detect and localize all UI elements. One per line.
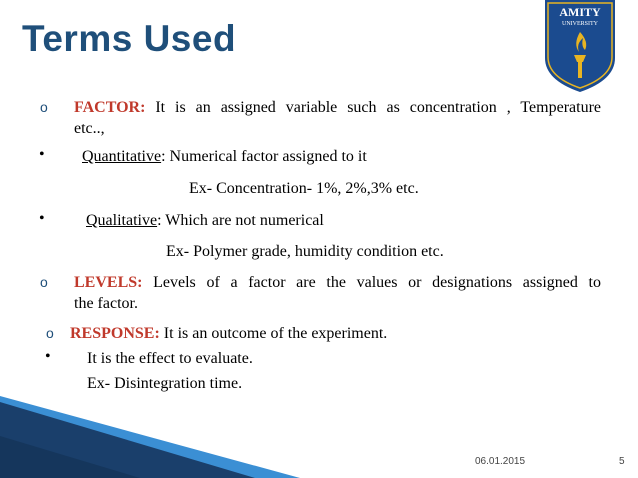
logo-line2: UNIVERSITY: [562, 21, 598, 27]
qualitative-term: Qualitative: [86, 212, 158, 229]
bullet-o: o: [40, 274, 48, 290]
footer-date: 06.01.2015: [475, 456, 526, 467]
levels-term: LEVELS:: [74, 274, 143, 291]
page-number: 5: [619, 456, 625, 467]
response-sub1: It is the effect to evaluate.: [87, 350, 253, 367]
bullet-o: o: [46, 325, 54, 341]
factor-term: FACTOR:: [74, 99, 146, 116]
bullet-dot: •: [39, 210, 45, 227]
factor-text: It is an assigned variable such as concentration , Temperature: [145, 99, 601, 116]
logo-line1: AMITY: [559, 5, 601, 19]
bullet-dot: •: [45, 348, 51, 365]
bullet-dot: •: [39, 146, 45, 163]
qualitative-example: Ex- Polymer grade, humidity condition etc.: [166, 243, 444, 260]
slide-title: Terms Used: [22, 18, 237, 59]
levels-text: Levels of a factor are the values or designations assigned to: [142, 274, 601, 291]
quantitative-def: : Numerical factor assigned to it: [161, 148, 367, 165]
qualitative-def: : Which are not numerical: [157, 212, 324, 229]
response-sub2: Ex- Disintegration time.: [87, 375, 243, 392]
bullet-o: o: [40, 99, 48, 115]
factor-text-cont: etc..,: [74, 120, 105, 137]
levels-text-cont: the factor.: [74, 295, 138, 312]
response-term: RESPONSE:: [70, 325, 160, 342]
response-def: It is an outcome of the experiment.: [159, 325, 388, 342]
quantitative-example: Ex- Concentration- 1%, 2%,3% etc.: [189, 180, 419, 197]
quantitative-term: Quantitative: [82, 148, 162, 165]
